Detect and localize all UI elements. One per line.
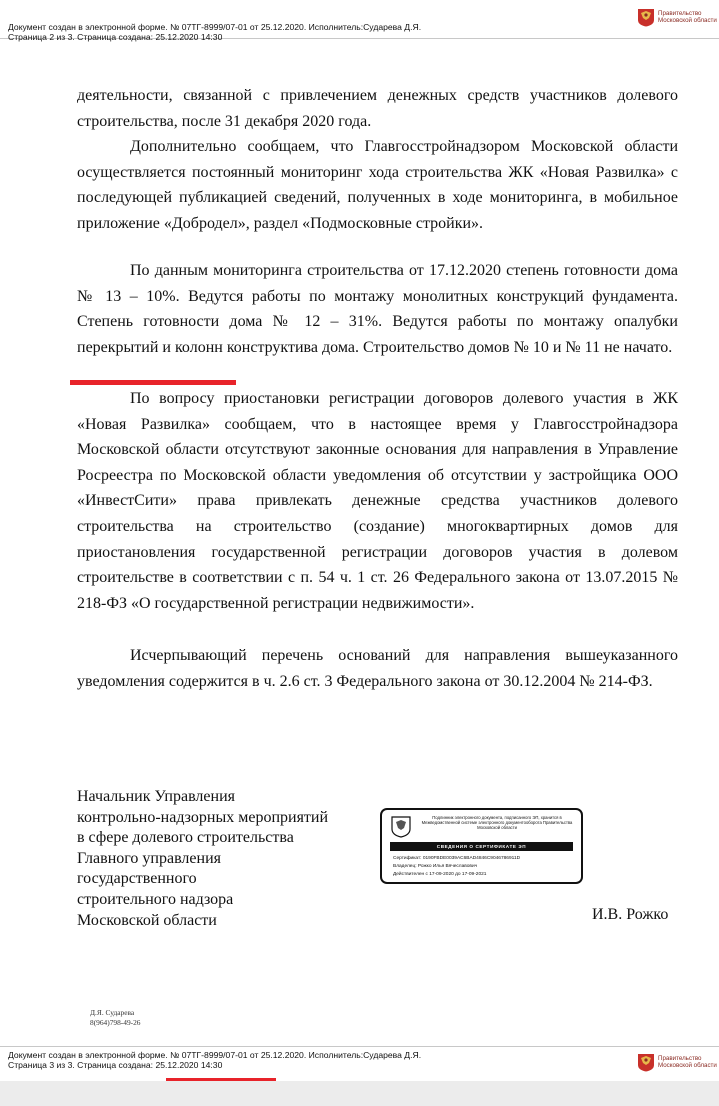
moscow-region-emblem-icon	[637, 8, 655, 27]
page-gap	[0, 1081, 719, 1106]
paragraph-3: По данным мониторинга строительства от 17.12.2020 степень готовности дома № 13 – 10%. Ведутся работы по монтажу монолитных конструкций фундамента. Степень готовности дома № 12 – 31%. Ведутся работы по монтажу опалубки перекрытий и колонн конструктива дома. Строительство домов № 10 и № 11 не начато.	[77, 262, 678, 356]
stamp-notice: Подлинник электронного документа, подписанного ЭП, хранится в Межведомственной системе электронного документооборота Правительства Московской области	[421, 815, 573, 831]
highlight-underline	[70, 380, 236, 385]
e-signature-stamp	[380, 808, 583, 884]
header-page-line: Страница 2 из 3. Страница создана: 25.12.2020 14:30	[8, 32, 223, 42]
paragraph-4: По вопросу приостановки регистрации договоров долевого участия в ЖК «Новая Развилка» сообщаем, что в настоящее время у Главгосстройнадзора Московской области отсутствуют законные основания для направления в Управление Росреестра по Московской области уведомления об отсутствии у застройщика ООО «ИнвестСити» права привлекать денежные средства участников долевого строительства на строительство (создание) многоквартирных домов для приостановления государственной регистрации договоров участия в долевом строительстве в соответствии с п. 54 ч. 1 ст. 26 Федерального закона от 13.07.2015 № 218-ФЗ «О государственной регистрации недвижимости».	[77, 390, 678, 612]
header-doc-line: Документ создан в электронной форме. № 07ТГ-8999/07-01 от 25.12.2020. Исполнитель:Сударева Д.Я.	[8, 1050, 422, 1060]
emblem-icon	[391, 816, 411, 838]
signer-title: Начальник Управления контрольно-надзорных мероприятий в сфере долевого строительства Главного управления государственного строительного надзора Московской области	[77, 788, 329, 929]
paragraph-2: Дополнительно сообщаем, что Главгосстройнадзором Московской области осуществляется постоянный мониторинг хода строительства ЖК «Новая Развилка» с последующей публикацией сведений, полученных в ходе мониторинга, в мобильное приложение «Добродел», раздел «Подмосковные стройки».	[77, 138, 678, 232]
executor-info: Д.Я. Сударева 8(964)798-49-26	[90, 1008, 141, 1027]
stamp-certificate: Сертификат: 0190FBDE0039AC6BAD4846C9046786911D	[393, 856, 521, 861]
paragraph-1: деятельности, связанной с привлечением денежных средств участников долевого строительства, после 31 декабря 2020 года.	[77, 87, 678, 130]
header-page-line: Страница 3 из 3. Страница создана: 25.12.2020 14:30	[8, 1060, 223, 1070]
gov-name: Правительство Московской области	[658, 1055, 717, 1069]
document-header-bottom	[0, 1046, 719, 1082]
stamp-owner: Владелец: Рожко Илья Вячеславович	[393, 864, 478, 869]
header-doc-line: Документ создан в электронной форме. № 07ТГ-8999/07-01 от 25.12.2020. Исполнитель:Сударева Д.Я.	[8, 22, 422, 32]
moscow-region-emblem-icon	[637, 1053, 655, 1072]
stamp-heading: СВЕДЕНИЯ О СЕРТИФИКАТЕ ЭП	[390, 842, 573, 851]
gov-name: Правительство Московской области	[658, 10, 717, 24]
stamp-validity: Действителен с 17-09-2020 до 17-09-2021	[393, 872, 487, 877]
signer-name: И.В. Рожко	[592, 906, 669, 923]
paragraph-5: Исчерпывающий перечень оснований для направления вышеуказанного уведомления содержится в ч. 2.6 ст. 3 Федерального закона от 30.12.2004 № 214-ФЗ.	[77, 647, 678, 690]
document-header-top	[0, 0, 719, 42]
